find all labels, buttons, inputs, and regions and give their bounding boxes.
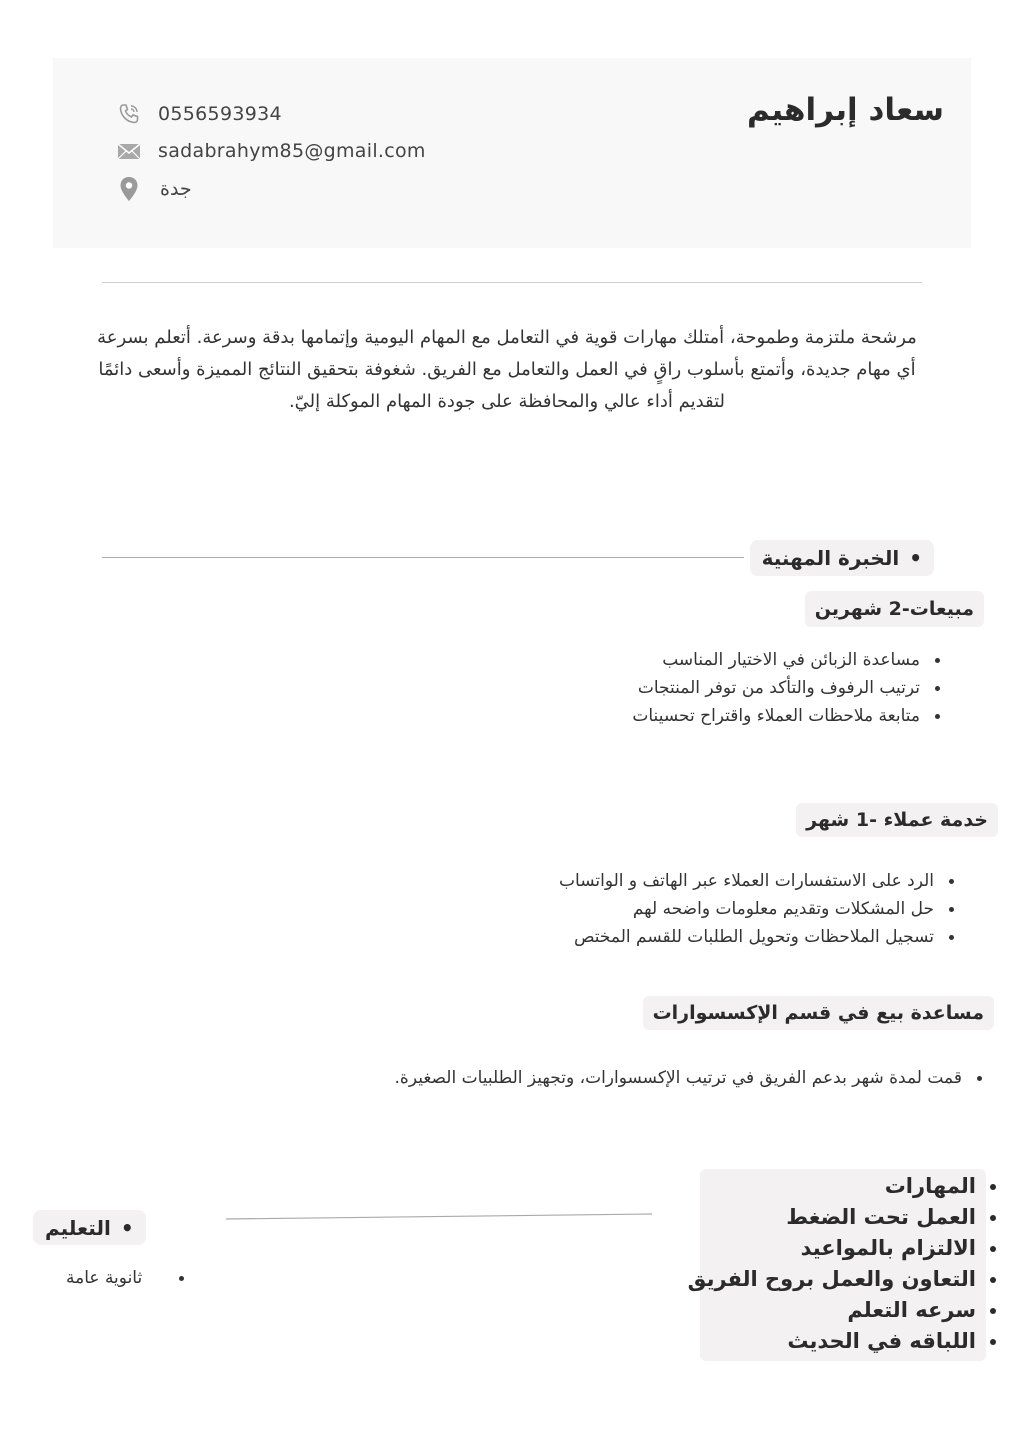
education-list — [66, 1264, 164, 1292]
candidate-name: سعاد إبراهيم — [747, 92, 944, 128]
profile-summary: مرشحة ملتزمة وطموحة، أمتلك مهارات قوية في التعامل مع المهام اليومية وإتمامها بدقة وسرعة. أتعلم بسرعة أي مهام جديدة، وأتمتع بأسلوب راقٍ في العمل والتعامل مع الفريق. شغوفة بتحقيق النتائج المميزة وأسعى دائمًا لتقديم أداء عالي والمحافظة على جودة المهام الموكلة إليّ. — [97, 327, 917, 412]
skill-item: اللباقه في الحديث — [688, 1326, 976, 1357]
job-customer-service-list — [559, 867, 956, 951]
job-sales-list — [632, 646, 942, 730]
skill-item: سرعه التعلم — [688, 1295, 976, 1326]
phone-number: 0556593934 — [158, 103, 282, 125]
experience-title-text: • الخبرة المهنية — [761, 546, 900, 570]
skill-item: الالتزام بالمواعيد — [688, 1233, 976, 1264]
skills-list — [688, 1171, 976, 1357]
education-divider — [226, 1212, 654, 1222]
list-item: حل المشكلات وتقديم معلومات واضحه لهم — [559, 895, 934, 923]
header-divider — [102, 282, 922, 283]
list-item: مساعدة الزبائن في الاختيار المناسب — [632, 646, 920, 674]
job-title-customer-service — [796, 803, 998, 837]
education-section-title — [33, 1210, 146, 1245]
list-item: ثانوية عامة — [66, 1264, 164, 1292]
city-row — [116, 175, 192, 203]
education-title-text: • التعليم — [45, 1215, 111, 1240]
phone-icon — [116, 101, 142, 127]
phone-row — [116, 100, 282, 128]
job-title-text: خدمة عملاء -1 شهر — [806, 809, 988, 831]
job-title-accessories — [643, 996, 994, 1030]
skill-item: العمل تحت الضغط — [688, 1202, 976, 1233]
job-title-sales — [805, 591, 984, 627]
experience-divider — [102, 557, 744, 558]
job-title-text: مساعدة بيع في قسم الإكسسوارات — [652, 1002, 984, 1024]
list-item: قمت لمدة شهر بدعم الفريق في ترتيب الإكسسوارات، وتجهيز الطلبيات الصغيرة. — [395, 1064, 962, 1092]
list-item: الرد على الاستفسارات العملاء عبر الهاتف و الواتساب — [559, 867, 934, 895]
job-title-text: مبيعات-2 شهرين — [814, 598, 974, 620]
list-item: ترتيب الرفوف والتأكد من توفر المنتجات — [632, 674, 920, 702]
experience-section-title — [750, 540, 934, 576]
email-address: sadabrahym85@gmail.com — [158, 140, 426, 162]
job-accessories-list — [395, 1064, 984, 1092]
email-row — [116, 137, 426, 165]
envelope-icon — [116, 138, 142, 164]
city: جدة — [160, 178, 192, 200]
skill-item: التعاون والعمل بروح الفريق — [688, 1264, 976, 1295]
location-pin-icon — [116, 176, 142, 202]
list-item: تسجيل الملاحظات وتحويل الطلبات للقسم المختص — [559, 923, 934, 951]
skills-heading: المهارات — [688, 1171, 976, 1202]
list-item: متابعة ملاحظات العملاء واقتراح تحسينات — [632, 702, 920, 730]
